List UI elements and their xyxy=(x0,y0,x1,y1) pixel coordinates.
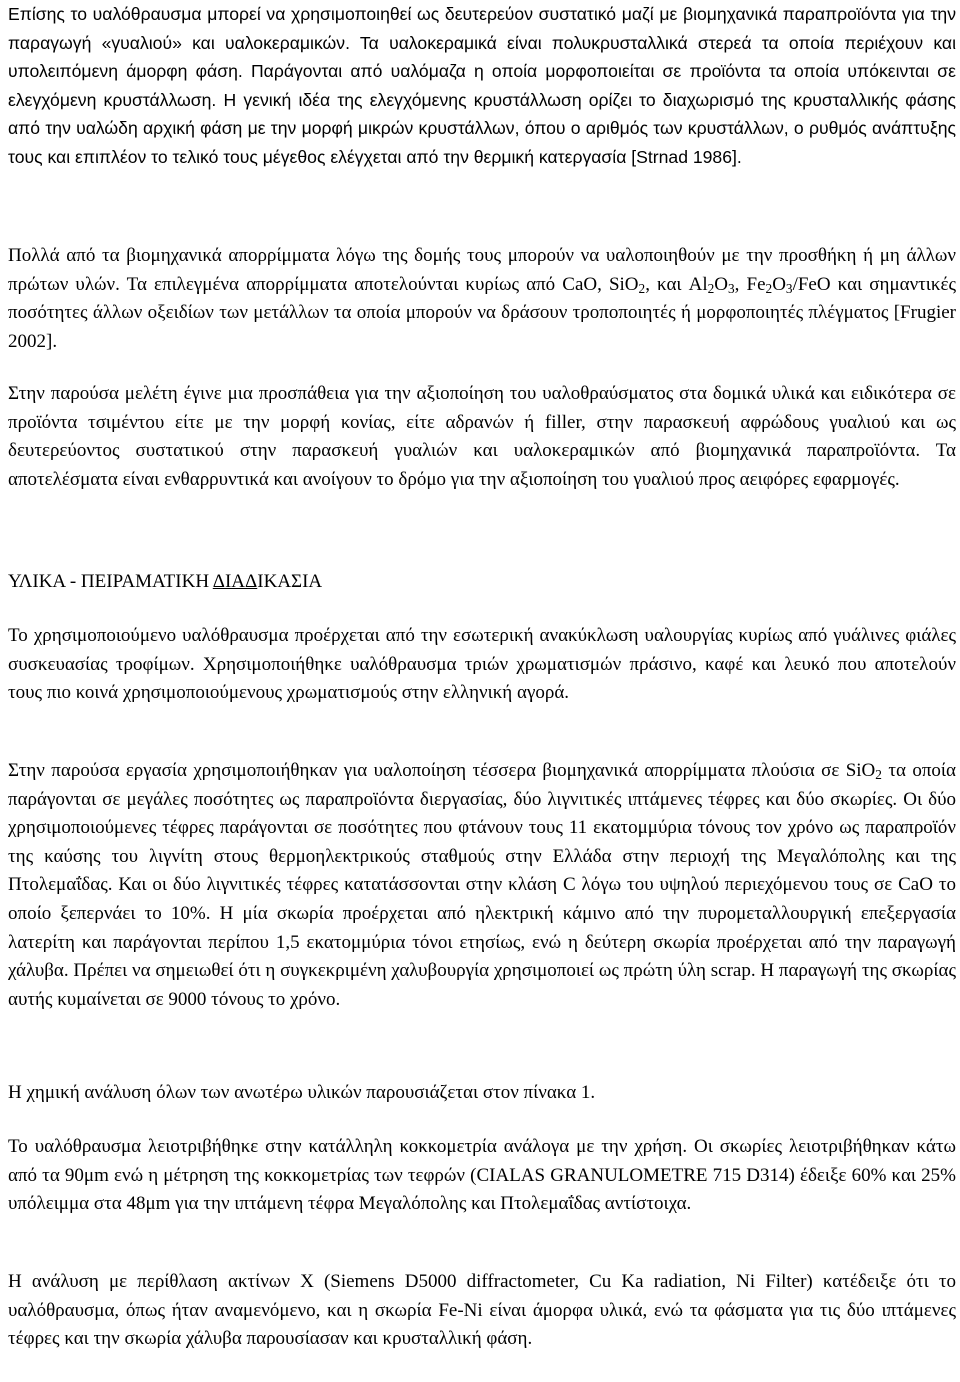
paragraph-glass-cullet: Το χρησιμοποιούμενο υαλόθραυσμα προέρχεται από την εσωτερική ανακύκλωση υαλουργίας κυρίως από γυάλινες φιάλες συσκευασίας τροφίμων. Χρησιμοποιήθηκε υαλόθραυσμα τριών χρωματισμών πράσινο, καφέ και λευκό που αποτελούν τους πιο κοινά χρησιμοποιούμενους χρωματισμούς στην ελληνική αγορά. xyxy=(8,625,956,704)
heading-part: ΙΚΑΣΙΑ xyxy=(257,571,323,592)
paragraph-present-study: Στην παρούσα μελέτη έγινε μια προσπάθεια για την αξιοποίηση του υαλοθραύσματος στα δομικά υλικά και ειδικότερα σε προϊόντα τσιμέντου είτε με την μορφή κονίας, είτε αδρανών ή filler, στην παρασκευή αφρώδους γυαλιού και ως δευτερεύοντος συστατικού στην παρασκευή γυαλιών και υαλοκεραμικών από βιομηχανικά παραπροϊόντα. Τα αποτελέσματα είναι ενθαρρυντικά και ανοίγουν το δρόμο για την αξιοποίηση του γυαλιού προς αειφόρες εφαρμογές. xyxy=(8,383,956,490)
text-run: /FeO και σημαντικές ποσότητες άλλων οξειδίων των μετάλλων τα οποία μπορούν να δράσουν τροποποιητές ή μορφοποιητές πλέγματος [Frugier 2002]. xyxy=(8,273,956,352)
paragraph-raw-materials xyxy=(8,757,956,1014)
paragraph-grinding: Το υαλόθραυσμα λειοτριβήθηκε στην κατάλληλη κοκκομετρία ανάλογα με την χρήση. Οι σκωρίες λειοτριβήθηκαν κάτω από τα 90μm ενώ η μέτρηση της κοκκομετρίας των τεφρών (CIALAS GRANULOMETRE 715 D314) έδειξε 60% και 25% υπόλειμμα στα 48μm για την ιπτάμενη τέφρα Μεγαλόπολης και Πτολεμαΐδας αντίστοιχα. xyxy=(8,1136,956,1215)
text-run: O xyxy=(714,273,729,295)
text-run: Πολλά από τα βιομηχανικά απορρίμματα λόγω της δομής τους μπορούν να υαλοποιηθούν με την προσθήκη ή μη άλλων πρώτων υλών. Τα επιλεγμένα απορρίμματα αποτελούνται κυρίως από CaO, SiO xyxy=(8,245,956,295)
subscript: 2 xyxy=(875,766,882,782)
text-run: τα οποία παράγονται σε μεγάλες ποσότητες ως παραπροϊόντα διεργασίας, δύο λιγνιτικές ιπτάμενες τέφρες και δύο σκωρίες. Οι δύο χρησιμοποιούμενες τέφρες παράγονται σε ποσότητες που φτάνουν τους 11 εκατομμύρια τόνους τον χρόνο ως παραπροϊόν της καύσης του λιγνίτη στους θερμοηλεκτρικούς σταθμούς στην Ελλάδα στην περιοχή της Μεγαλόπολης και της Πτολεμαΐδας. Και οι δύο λιγνιτικές τέφρες κατατάσσονται στην κλάση C λόγω του υψηλού περιεχόμενου τους σε CaO το οποίο ξεπερνάει το 10%. Η μία σκωρία προέρχεται από ηλεκτρική κάμινο από την πυρομεταλλουργική επεξεργασία λατερίτη και παράγονται περίπου 1,5 εκατομμύρια τόνοι ετησίως, ενώ η δεύτερη σκωρία προέρχεται από την παραγωγή χάλυβα. Πρέπει να σημειωθεί ότι η συγκεκριμένη χαλυβουργία χρησιμοποιεί ως πρώτη ύλη scrap. Η παραγωγή της σκωρίας αυτής κυμαίνεται σε 9000 τόνους το χρόνο. xyxy=(8,760,956,1010)
paragraph-chemical-analysis: Η χημική ανάλυση όλων των ανωτέρω υλικών παρουσιάζεται στον πίνακα 1. xyxy=(8,1082,596,1103)
paragraph-glass-ceramics: Επίσης το υαλόθραυσμα μπορεί να χρησιμοποιηθεί ως δευτερεύον συστατικό μαζί με βιομηχανικά παραπροϊόντα για την παραγωγή «γυαλιού» και υαλοκεραμικών. Τα υαλοκεραμικά είναι πολυκρυσταλλικά στερεά τα οποία περιέχουν και υπολειπόμενη άμορφη φάση. Παράγονται από υαλόμαζα η οποία μορφοποιείται σε προϊόντα τα οποία υπόκεινται σε ελεγχόμενη κρυστάλλωση. Η γενική ιδέα της ελεγχόμενης κρυστάλλωση ορίζει το διαχωρισμό της κρυσταλλικής φάσης από την υαλώδη αρχική φάση με την μορφή μικρών κρυστάλλων, όπου ο αριθμός των κρυστάλλων, ο ρυθμός ανάπτυξης τους και επιπλέον το τελικό τους μέγεθος ελέγχεται από την θερμική κατεργασία [Strnad 1986]. xyxy=(8,4,956,167)
subscript: 2 xyxy=(707,280,715,296)
subscript: 3 xyxy=(785,280,793,296)
text-run: Στην παρούσα εργασία χρησιμοποιήθηκαν για υαλοποίηση τέσσερα βιομηχανικά απορρίμματα πλούσια σε SiO xyxy=(8,760,876,781)
text-run: , Fe xyxy=(734,273,766,295)
heading-underlined-part: ΔΙΑΔ xyxy=(212,571,258,592)
section-heading xyxy=(8,568,322,597)
subscript: 2 xyxy=(765,280,773,296)
heading-part: ΥΛΙΚΑ - ΠΕΙΡΑΜΑΤΙΚΗ xyxy=(8,571,213,592)
text-run: , και Al xyxy=(645,273,708,295)
subscript: 2 xyxy=(638,280,646,296)
subscript: 3 xyxy=(728,280,735,296)
paragraph-xrd: Η ανάλυση με περίθλαση ακτίνων X (Siemens D5000 diffractometer, Cu Ka radiation, Ni Filter) κατέδειξε ότι το υαλόθραυσμα, όπως ήταν αναμενόμενο, και η σκωρία Fe-Ni είναι άμορφα υλικά, ενώ τα φάσματα για τις δύο ιπτάμενες τέφρες και την σκωρία χάλυβα παρουσίασαν και κρυσταλλική φάση. xyxy=(8,1271,956,1350)
paragraph-industrial-wastes xyxy=(8,242,956,356)
text-run: O xyxy=(772,273,786,295)
